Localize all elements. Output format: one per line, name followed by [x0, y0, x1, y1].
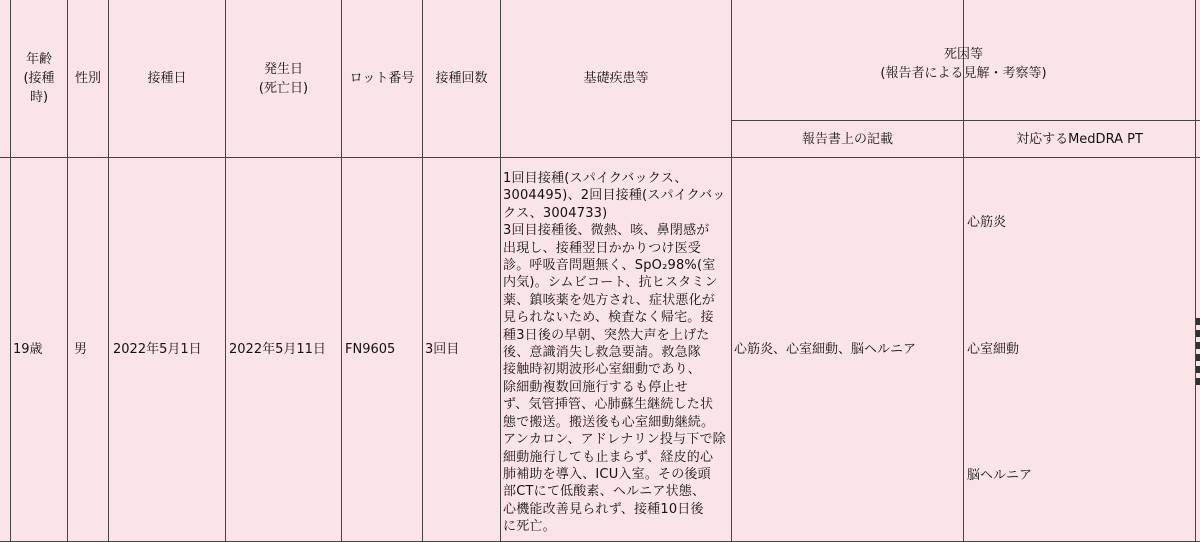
header-cause-of-death: 死因等 (報告者による見解・考察等): [880, 47, 1047, 81]
header-onset-date: 発生日 (死亡日): [258, 61, 309, 96]
underlying-line: 出現し、接種翌日かかりつけ医受: [503, 240, 702, 256]
underlying-line: 薬、鎮咳薬を処方され、症状悪化が: [503, 292, 715, 308]
cell-underlying-conditions: [503, 170, 731, 536]
underlying-line: 細動施行しても止まらず、経皮的心: [503, 449, 714, 465]
cell-sex: 男: [74, 341, 88, 357]
underlying-line: 除細動複数回施行するも停止せ: [503, 379, 688, 395]
underlying-line: 診。呼吸音問題無く、SpO₂98%(室: [503, 258, 716, 274]
cell-meddra-term: 脳ヘルニア: [967, 467, 1033, 483]
header-sex: 性別: [74, 71, 101, 86]
underlying-line: 態で搬送。搬送後も心室細動継続。: [503, 414, 715, 430]
underlying-line: 心機能改善見られず、接種10日後: [503, 501, 704, 517]
header-underlying-conditions: 基礎疾患等: [583, 71, 649, 86]
underlying-line: 1回目接種(スパイクバックス、: [503, 171, 688, 186]
cell-meddra-term: 心室細動: [967, 341, 1020, 357]
cell-dose-count: 3回目: [425, 341, 460, 357]
underlying-line: 種3日後の早朝、突然大声を上げた: [503, 327, 710, 343]
header-report-entry: 報告書上の記載: [801, 131, 893, 147]
cropped-column-edge: [1196, 318, 1200, 388]
underlying-line: 3004495)、2回目接種(スパイクバッ: [503, 188, 726, 204]
cell-age: 19歳: [13, 341, 43, 357]
header-dose-count: 接種回数: [435, 71, 488, 86]
header-age: 年齢 (接種 時): [23, 52, 55, 105]
cell-onset-date: 2022年5月11日: [229, 341, 326, 357]
cell-lot-number: FN9605: [345, 341, 396, 357]
underlying-line: クス、3004733): [503, 205, 608, 221]
underlying-line: に死亡。: [503, 519, 556, 535]
cell-vaccination-date: 2022年5月1日: [113, 341, 202, 357]
underlying-line: 見られないため、検査なく帰宅。接: [503, 310, 714, 326]
underlying-line: アンカロン、アドレナリン投与下で除: [503, 432, 726, 448]
underlying-line: 3回目接種後、微熱、咳、鼻閉感が: [503, 223, 710, 239]
cell-meddra-term: 心筋炎: [967, 214, 1007, 230]
underlying-line: 後、意識消失し救急要請。救急隊: [503, 345, 702, 361]
header-lot-number: ロット番号: [349, 71, 415, 86]
header-vaccination-date: 接種日: [147, 71, 187, 86]
underlying-line: ず、気管挿管、心肺蘇生継続した状: [503, 397, 714, 413]
underlying-line: 肺補助を導入、ICU入室。その後頭: [503, 466, 711, 482]
header-bottom-border: [0, 157, 1200, 158]
cell-report-entry: 心筋炎、心室細動、脳ヘルニア: [734, 341, 917, 357]
header-meddra-pt: 対応するMedDRA PT: [1016, 131, 1143, 147]
column-divider: [1195, 0, 1196, 542]
underlying-line: 内気)。シムビコート、抗ヒスタミン: [503, 275, 718, 291]
underlying-line: 接触時初期波形心室細動であり、: [503, 362, 702, 378]
underlying-line: 部CTにて低酸素、ヘルニア状態、: [503, 484, 706, 500]
